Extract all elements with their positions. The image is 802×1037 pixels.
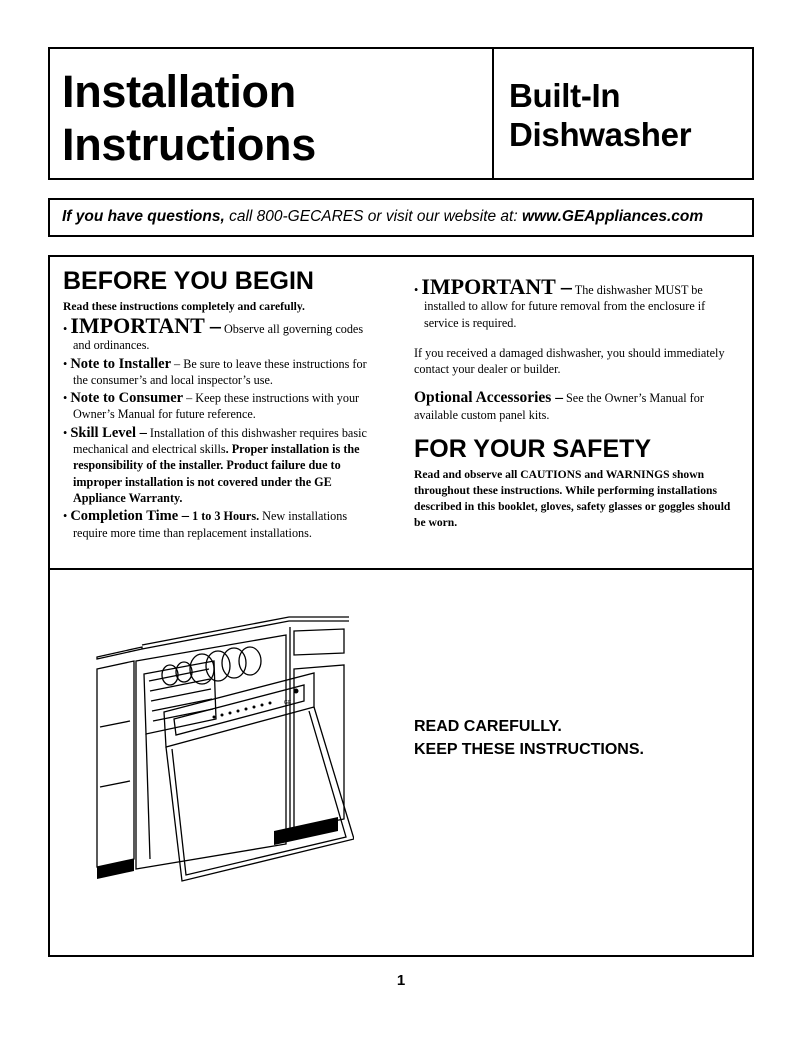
page-number: 1: [396, 972, 406, 989]
before-intro: Read these instructions completely and carefully.: [63, 300, 305, 313]
bullet-note-consumer-label: Note to Consumer: [70, 390, 184, 407]
header-box: [48, 47, 754, 180]
before-you-begin-section: [63, 267, 383, 541]
safety-heading: FOR YOUR SAFETY: [414, 435, 652, 464]
panel-brand-label: GE: [284, 700, 292, 706]
document-title-line2: Instructions: [62, 119, 316, 170]
bullet-important-text: Observe all governing codes and ordinances.: [73, 322, 364, 353]
right-important-text: The dishwasher MUST be installed to allow for future removal from the enclosure if service is required.: [424, 283, 706, 330]
bullet-completion-time-text: New installations require more time than replacement installations.: [73, 509, 348, 540]
right-important-label: IMPORTANT –: [421, 274, 572, 299]
safety-text: Read and observe all CAUTIONS and WARNINGS shown throughout these instructions. While performing installations described in this booklet, gloves, safety glasses or goggles should be worn.: [414, 468, 731, 530]
header-divider: [492, 49, 494, 178]
bullet-completion-time: • Completion Time – 1 to 3 Hours. New installations require more time than replacement installations.: [63, 508, 348, 540]
optional-accessories-label: Optional Accessories –: [414, 389, 563, 407]
damaged-note: If you received a damaged dishwasher, you should immediately contact your dealer or builder.: [414, 345, 725, 377]
bullet-important-label: IMPORTANT –: [70, 313, 221, 338]
bullet-skill-level-text: Installation of this dishwasher requires basic mechanical and electrical skills: [73, 425, 367, 457]
keep-line2: KEEP THESE INSTRUCTIONS.: [414, 741, 644, 758]
main-box: [48, 255, 754, 957]
bullet-note-consumer-text: – Keep these instructions with your Owner’s Manual for future reference.: [73, 391, 360, 422]
contact-middle: call 800-GECARES or visit our website at:: [224, 208, 522, 225]
bullet-skill-level: • Skill Level – Installation of this dishwasher requires basic mechanical and electrical skills. Proper installation is the responsibility of the installer. Product failure due to improper installation is not covered under the GE Appliance Warranty.: [63, 424, 367, 505]
right-column: [414, 274, 742, 531]
right-important: • IMPORTANT – The dishwasher MUST be installed to allow for future removal from the enclosure if service is required.: [414, 274, 706, 330]
product-title-line1: Built-In: [509, 77, 621, 114]
bullet-important: • IMPORTANT – Observe all governing codes and ordinances.: [63, 313, 364, 353]
before-you-begin-heading: BEFORE YOU BEGIN: [63, 267, 314, 295]
section-divider: [50, 568, 752, 570]
bullet-skill-level-label: Skill Level –: [70, 424, 147, 441]
dishwasher-illustration: [94, 609, 354, 899]
bullet-note-consumer: • Note to Consumer – Keep these instructions with your Owner’s Manual for future reference.: [63, 390, 360, 422]
keep-instructions: [414, 715, 644, 761]
optional-accessories-text: See the Owner’s Manual for available custom panel kits.: [414, 391, 704, 422]
document-title: [62, 65, 316, 171]
contact-bar: [48, 198, 754, 237]
bullet-note-installer-label: Note to Installer: [70, 355, 171, 372]
bullet-note-installer: • Note to Installer – Be sure to leave these instructions for the consumer’s and local inspector’s use.: [63, 355, 367, 387]
bullet-note-installer-text: – Be sure to leave these instructions for the consumer’s and local inspector’s use.: [73, 356, 367, 387]
product-title: [509, 76, 691, 154]
bullet-skill-level-warning: . Proper installation is the responsibility of the installer. Product failure due to improper installation is not covered under the GE Appliance Warranty.: [73, 442, 360, 505]
contact-text: [62, 208, 703, 226]
keep-line1: READ CAREFULLY.: [414, 718, 562, 735]
bullet-completion-time-label: Completion Time –: [70, 508, 190, 525]
optional-accessories: [414, 390, 742, 423]
contact-website-link[interactable]: www.GEAppliances.com: [521, 208, 704, 225]
document-title-line1: Installation: [62, 66, 296, 117]
bullet-completion-time-hours: 1 to 3 Hours.: [189, 509, 260, 524]
contact-lead: If you have questions,: [62, 208, 225, 225]
product-title-line2: Dishwasher: [509, 116, 692, 153]
